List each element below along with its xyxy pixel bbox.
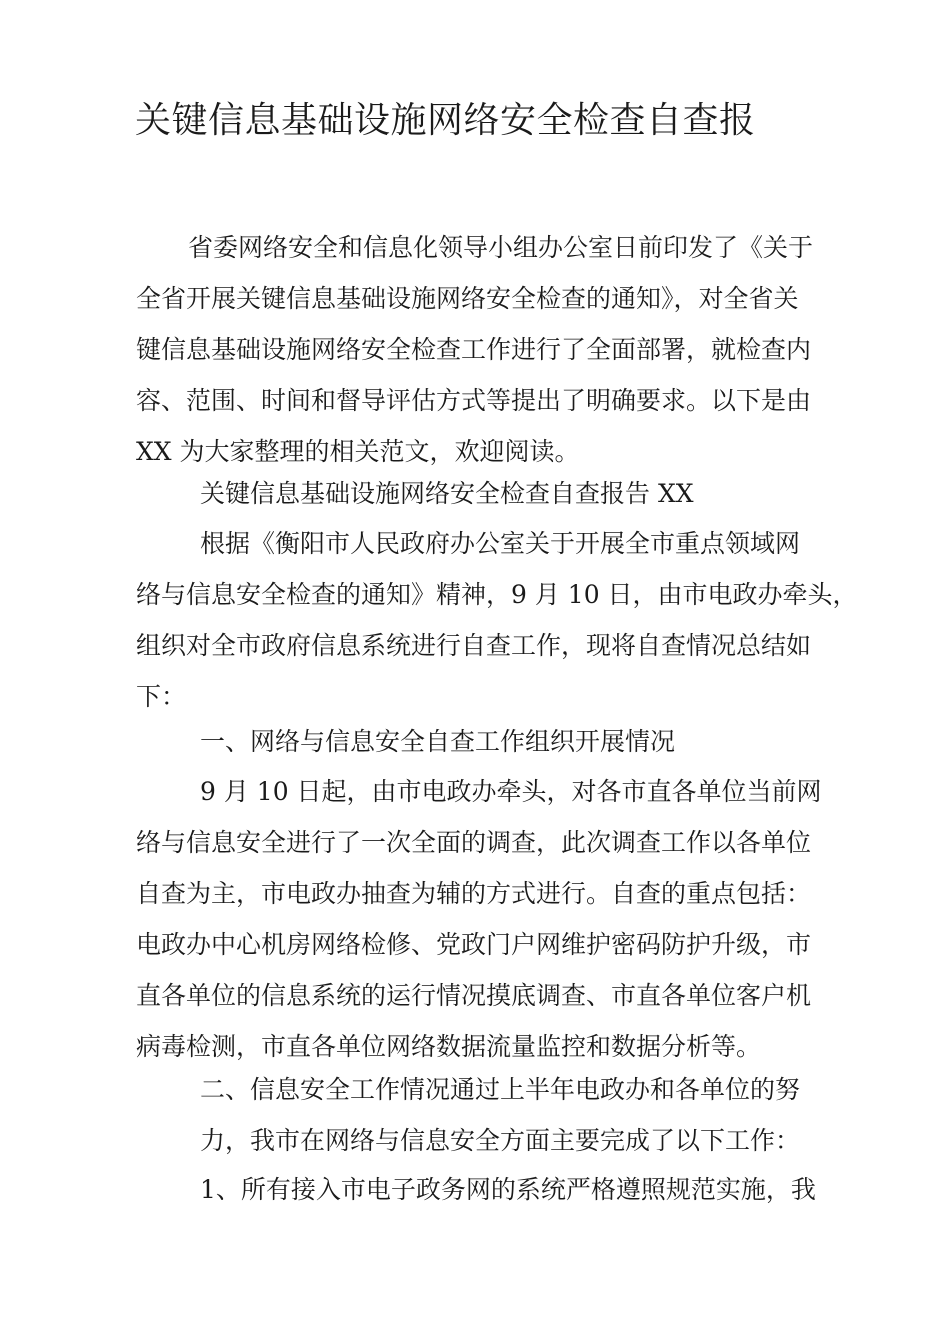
item-1-paragraph — [136, 1164, 836, 1215]
section-heading-1 — [136, 716, 836, 767]
section-heading-2 — [136, 1064, 836, 1166]
paragraph-line: 络与信息安全进行了一次全面的调查，此次调查工作以各单位 — [136, 828, 812, 857]
basis-paragraph — [136, 518, 858, 722]
paragraph-line: 根据《衡阳市人民政府办公室关于开展全市重点领域网 — [200, 529, 801, 558]
paragraph-line: 9 月 10 日起，由市电政办牵头，对各市直各单位当前网 — [200, 777, 822, 806]
paragraph-line: 全省开展关键信息基础设施网络安全检查的通知》，对全省关 — [136, 284, 799, 313]
paragraph-line: 直各单位的信息系统的运行情况摸底调查、市直各单位客户机 — [136, 981, 812, 1010]
paragraph-line: 下： — [136, 682, 187, 711]
paragraph-line: 组织对全市政府信息系统进行自查工作，现将自查情况总结如 — [136, 631, 812, 660]
paragraph-line: 一、网络与信息安全自查工作组织开展情况 — [200, 727, 676, 756]
intro-paragraph — [136, 222, 836, 477]
paragraph-line: 省委网络安全和信息化领导小组办公室日前印发了《关于 — [188, 233, 814, 262]
paragraph-line: 1、所有接入市电子政务网的系统严格遵照规范实施，我 — [200, 1175, 816, 1204]
paragraph-line: 力，我市在网络与信息安全方面主要完成了以下工作： — [200, 1126, 801, 1155]
paragraph-line: XX 为大家整理的相关范文，欢迎阅读。 — [136, 437, 580, 466]
paragraph-line: 二、信息安全工作情况通过上半年电政办和各单位的努 — [200, 1075, 801, 1104]
paragraph-line: 自查为主，市电政办抽查为辅的方式进行。自查的重点包括： — [136, 879, 812, 908]
report-subtitle — [136, 468, 836, 519]
paragraph-line: 关键信息基础设施网络安全检查自查报告 XX — [200, 479, 694, 508]
paragraph-line: 病毒检测，市直各单位网络数据流量监控和数据分析等。 — [136, 1032, 762, 1061]
paragraph-line: 电政办中心机房网络检修、党政门户网维护密码防护升级，市 — [136, 930, 812, 959]
paragraph-line: 键信息基础设施网络安全检查工作进行了全面部署，就检查内 — [136, 335, 812, 364]
section-1-paragraph — [136, 766, 836, 1072]
paragraph-line: 络与信息安全检查的通知》精神，9 月 10 日，由市电政办牵头， — [136, 580, 858, 609]
paragraph-line: 容、范围、时间和督导评估方式等提出了明确要求。以下是由 — [136, 386, 812, 415]
document-title: 关键信息基础设施网络安全检查自查报 — [135, 100, 756, 141]
